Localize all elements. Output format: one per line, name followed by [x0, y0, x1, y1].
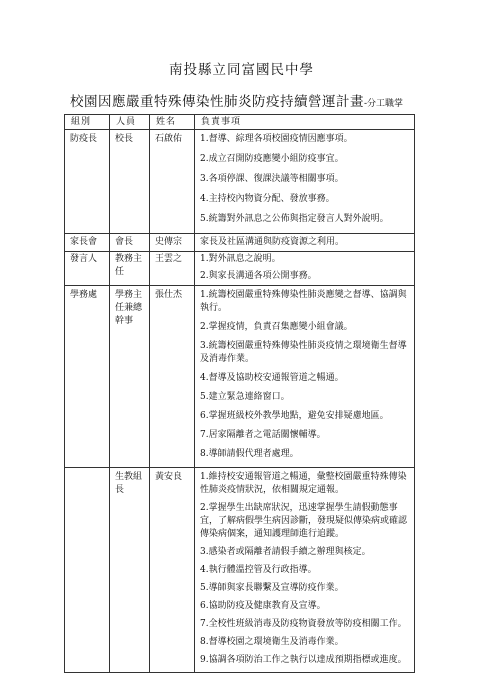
duty-item: 3.感染者或隔離者請假手續之辦理與核定。 [200, 547, 371, 557]
duty-item: 4.執行體溫控管及行政指導。 [200, 565, 317, 575]
school-name: 南投縣立同富國民中學 [169, 62, 314, 78]
duty-item: 9.協調各項防治工作之執行以達成預期指標或進度。 [200, 655, 407, 665]
group-cell: 學務處 [65, 286, 110, 468]
duty-item: 6.協助防疫及健康教育及宣導。 [200, 601, 326, 611]
duty-item: 7.居家隔離者之電話關懷輔導。 [200, 430, 326, 440]
document-subtitle: -分工職掌 [364, 99, 404, 109]
duty-item: 8.督導校園之環境衛生及消毒作業。 [200, 637, 344, 647]
duty-item: 1.督導、綜理各項校園疫情因應事項。 [200, 134, 353, 144]
name-cell: 石啟佑 [150, 130, 195, 234]
table-row [65, 286, 415, 468]
name-cell: 王雲之 [150, 252, 195, 286]
duty-item: 3.統籌校園嚴重特殊傳染性肺炎疫情之環境衛生督導及消毒作業。 [200, 341, 407, 364]
duty-item: 1.統籌校園嚴重特殊傳染性肺炎應變之督導、協調與執行。 [200, 290, 407, 313]
duty-item: 2.掌握疫情，負責召集應變小組會議。 [200, 322, 353, 332]
role-cell: 學務主任兼總幹事 [110, 286, 150, 468]
duties-cell [195, 286, 415, 468]
duty-item: 5.導師與家長聯繫及宣導防疫作業。 [200, 583, 344, 593]
role-cell: 校長 [110, 130, 150, 234]
group-cell: 發言人 [65, 252, 110, 286]
role-cell: 會長 [110, 234, 150, 252]
table-row [65, 130, 415, 234]
header-duties: 負責事項 [195, 115, 415, 130]
document-title-main: 校園因應嚴重特殊傳染性肺炎防疫持續營運計畫 [70, 94, 364, 110]
group-cell [65, 468, 110, 673]
table-row [65, 234, 415, 252]
name-cell: 史傳宗 [150, 234, 195, 252]
duty-item: 2.與家長溝通各項公開事務。 [200, 271, 317, 281]
duty-item: 4.主持校內物資分配、發放事務。 [200, 194, 335, 204]
duty-item: 4.督導及協助校安通報管道之暢通。 [200, 373, 344, 383]
duty-item: 2.掌握學生出缺席狀況，迅速掌握學生請假動態事宜，了解病假學生病因診斷，發現疑似傳染病或確認傳染病個案，通知護理師進行追蹤。 [200, 503, 408, 539]
duties-table [64, 114, 415, 673]
role-cell: 教務主任 [110, 252, 150, 286]
role-cell: 生教組長 [110, 468, 150, 673]
group-cell: 防疫長 [65, 130, 110, 234]
header-role: 人員 [110, 115, 150, 130]
duty-item: 5.建立緊急連絡窗口。 [200, 392, 290, 402]
header-name: 姓名 [150, 115, 195, 130]
group-cell: 家長會 [65, 234, 110, 252]
table-row [65, 252, 415, 286]
duty-item: 7.全校性班級消毒及防疫物資發放等防疫相關工作。 [200, 619, 407, 629]
duty-item: 8.導師請假代理者處理。 [200, 449, 299, 459]
duties-cell [195, 130, 415, 234]
document-title [70, 90, 403, 110]
table-header-row [65, 115, 415, 130]
duty-item: 5.統籌對外訊息之公佈與指定發言人對外說明。 [200, 214, 389, 224]
duty-item: 1.對外訊息之說明。 [200, 254, 281, 264]
duties-cell [195, 252, 415, 286]
duty-item: 2.成立召開防疫應變小組防疫事宜。 [200, 154, 344, 164]
duties-cell: 家長及社區溝通與防疫資源之利用。 [195, 234, 415, 252]
table-row [65, 468, 415, 673]
duty-item: 1.維持校安通報管道之暢通，彙整校園嚴重特殊傳染性肺炎疫情狀況，依相關規定通報。 [200, 472, 407, 495]
header-group: 組別 [65, 115, 110, 130]
name-cell: 黃安良 [150, 468, 195, 673]
duty-item: 3.各項停課、復課決議等相關事項。 [200, 174, 344, 184]
duties-cell [195, 468, 415, 673]
name-cell: 張仕杰 [150, 286, 195, 468]
duty-item: 6.掌握班級校外教學地點，避免安排疑慮地區。 [200, 411, 389, 421]
